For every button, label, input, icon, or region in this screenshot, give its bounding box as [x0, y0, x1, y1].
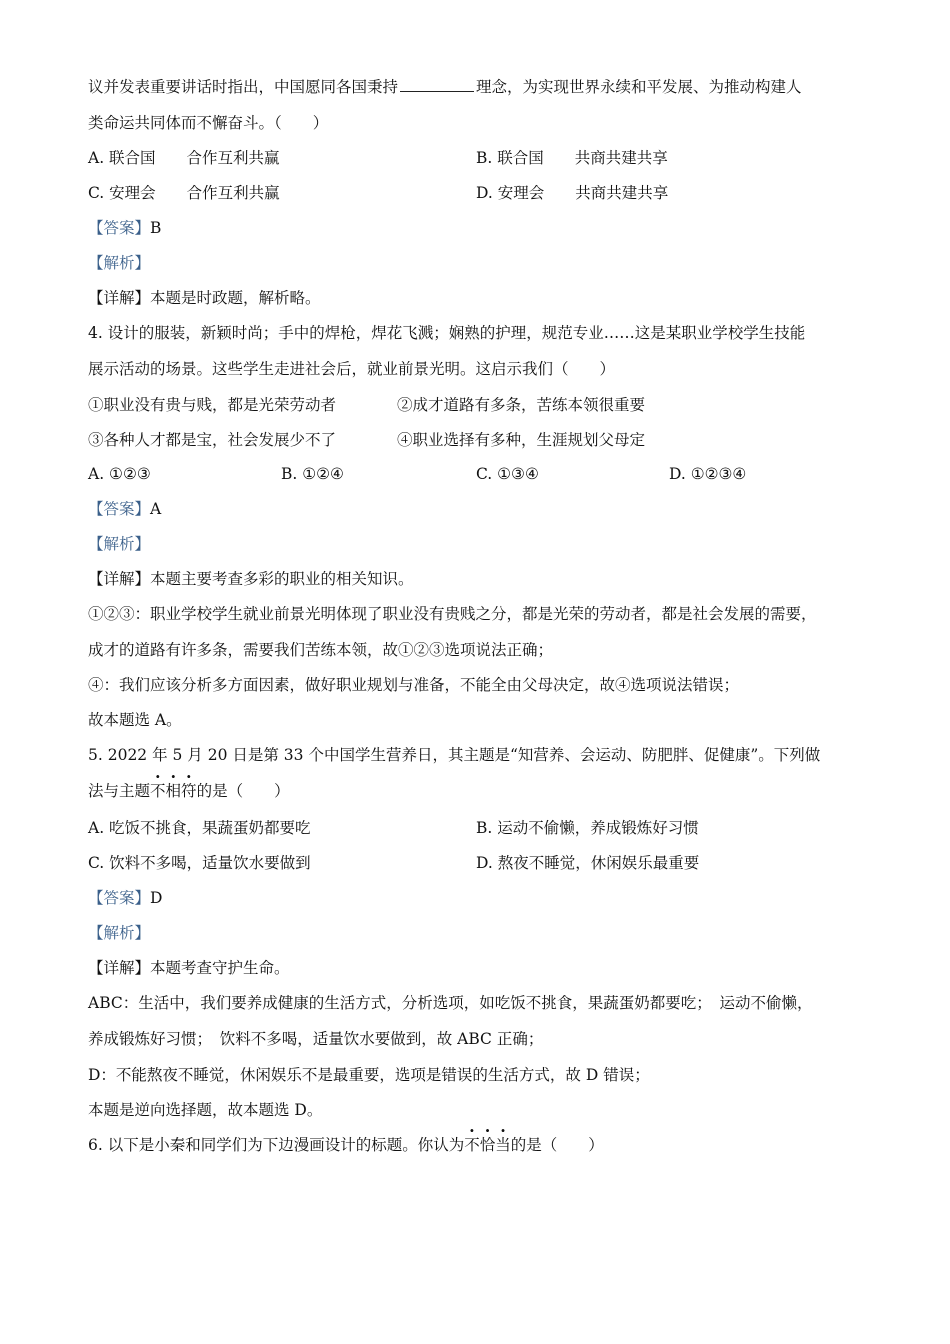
- q3-stem-line1: 议并发表重要讲话时指出，中国愿同各国秉持 理念，为实现世界永续和平发展、为推动构建人: [88, 78, 802, 96]
- q5-option-a: A. 吃饭不挑食，果蔬蛋奶都要吃: [88, 819, 311, 837]
- q5-detail: 【详解】本题考查守护生命。: [88, 959, 290, 977]
- q3-option-d: D. 安理会 共商共建共享: [476, 184, 669, 202]
- q4-statement-3: ③各种人才都是宝，社会发展少不了: [88, 431, 337, 449]
- q4-answer: 【答案】A: [88, 500, 162, 518]
- q4-option-d: D. ①②③④: [669, 465, 747, 483]
- fill-blank: [400, 77, 474, 92]
- q4-explanation-3: ④：我们应该分析多方面因素，做好职业规划与准备，不能全由父母决定，故④选项说法错误；: [88, 676, 740, 694]
- q5-answer: 【答案】D: [88, 889, 163, 907]
- q5-option-c: C. 饮料不多喝，适量饮水要做到: [88, 854, 311, 872]
- emphasis-char: 相: [165, 782, 182, 800]
- emphasis-char: 不: [464, 1136, 480, 1154]
- q5-analysis-tag: 【解析】: [88, 924, 151, 942]
- q5-explanation-4: 本题是逆向选择题，故本题选 D。: [88, 1101, 323, 1119]
- q3-answer: 【答案】B: [88, 219, 162, 237]
- q3-option-b: B. 联合国 共商共建共享: [476, 149, 668, 167]
- q3-option-a: A. 联合国 合作互利共赢: [88, 149, 280, 167]
- q5-stem-line1: 5. 2022 年 5 月 20 日是第 33 个中国学生营养日，其主题是“知营养、会运动、防肥胖、促健康”。下列做: [88, 746, 821, 764]
- q5-explanation-3: D：不能熬夜不睡觉，休闲娱乐不是最重要，选项是错误的生活方式，故 D 错误；: [88, 1066, 650, 1084]
- emphasis-char: 恰: [479, 1136, 496, 1154]
- q3-option-c: C. 安理会 合作互利共赢: [88, 184, 280, 202]
- q3-analysis-tag: 【解析】: [88, 254, 151, 272]
- q5-option-b: B. 运动不偷懒，养成锻炼好习惯: [476, 819, 699, 837]
- q4-explanation-1: ①②③：职业学校学生就业前景光明体现了职业没有贵贱之分，都是光荣的劳动者，都是社会发展的需要，: [88, 605, 817, 623]
- q4-statement-1: ①职业没有贵与贱，都是光荣劳动者: [88, 396, 337, 414]
- q4-detail: 【详解】本题主要考查多彩的职业的相关知识。: [88, 570, 414, 588]
- q4-statement-4: ④职业选择有多种，生涯规划父母定: [397, 431, 646, 449]
- q4-option-b: B. ①②④: [281, 465, 344, 483]
- q4-option-c: C. ①③④: [476, 465, 539, 483]
- q4-explanation-2: 成才的道路有许多条，需要我们苦练本领，故①②③选项说法正确；: [88, 641, 554, 659]
- q5-explanation-1: ABC：生活中，我们要养成健康的生活方式，分析选项，如吃饭不挑食，果蔬蛋奶都要吃； 运动不偷懒，: [88, 994, 813, 1012]
- q4-explanation-4: 故本题选 A。: [88, 711, 182, 729]
- q4-option-a: A. ①②③: [88, 465, 151, 483]
- q5-stem-line2: 法与主题不相符的是（ ）: [88, 782, 290, 800]
- q6-stem: 6. 以下是小秦和同学们为下边漫画设计的标题。你认为不恰当的是（ ）: [88, 1136, 604, 1154]
- q4-stem-line1: 4. 设计的服装，新颖时尚；手中的焊枪，焊花飞溅；娴熟的护理，规范专业……这是某职业学校学生技能: [88, 324, 806, 342]
- q3-stem-line2: 类命运共同体而不懈奋斗。（ ）: [88, 114, 329, 132]
- q5-explanation-2: 养成锻炼好习惯； 饮料不多喝，适量饮水要做到，故 ABC 正确；: [88, 1030, 544, 1048]
- q5-option-d: D. 熬夜不睡觉，休闲娱乐最重要: [476, 854, 700, 872]
- emphasis-char: 当: [495, 1136, 511, 1154]
- emphasis-char: 符: [181, 782, 197, 800]
- q4-statement-2: ②成才道路有多条，苦练本领很重要: [397, 396, 646, 414]
- q4-analysis-tag: 【解析】: [88, 535, 151, 553]
- emphasis-char: 不: [150, 782, 166, 800]
- q3-detail: 【详解】本题是时政题，解析略。: [88, 289, 321, 307]
- q4-stem-line2: 展示活动的场景。这些学生走进社会后，就业前景光明。这启示我们（ ）: [88, 360, 616, 378]
